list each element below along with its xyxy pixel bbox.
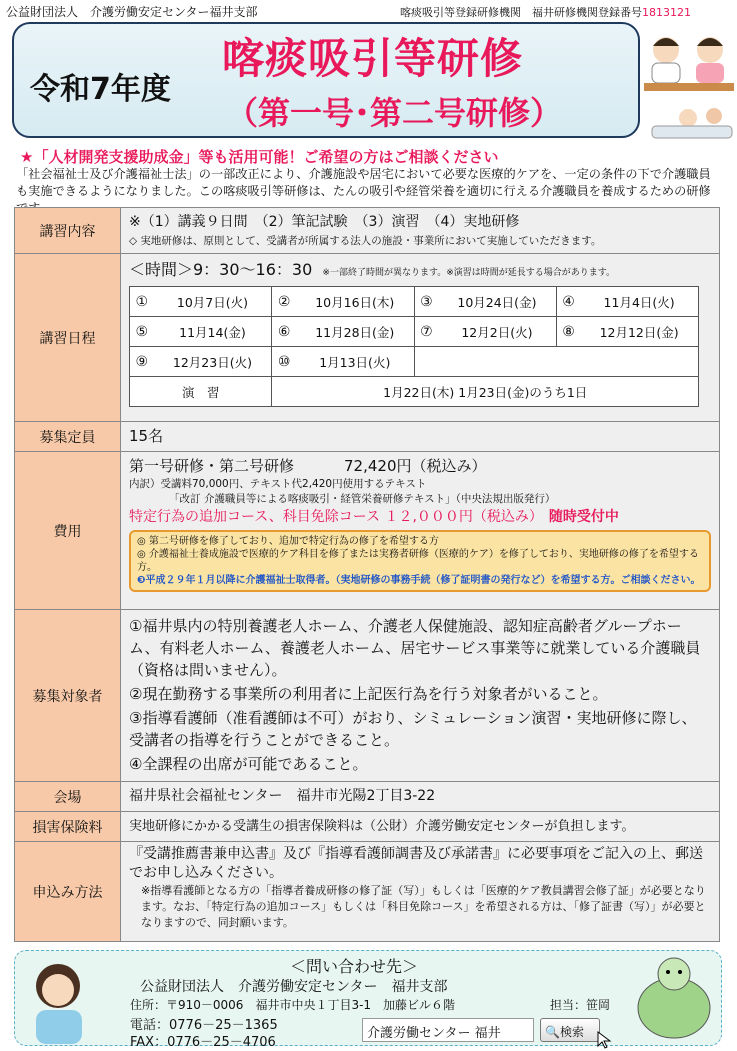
content-label: 講習内容 [15, 208, 121, 254]
session-number: ⑧ [556, 317, 580, 347]
subsidy-notice: ★「人材開発支援助成金」等も活用可能！ご希望の方はご相談ください [20, 148, 499, 166]
cursor-icon [596, 1030, 616, 1050]
empty-cell [414, 347, 698, 377]
practice-label: 演 習 [130, 377, 272, 407]
content-note: ◇ 実地研修は、原則として、受講者が所属する法人の施設・事業所において実施していただきます。 [129, 235, 602, 247]
session-date: 10月7日(火) [153, 287, 272, 317]
session-number: ② [272, 287, 296, 317]
fee-cell [121, 452, 720, 610]
content-cell [121, 208, 720, 254]
search-button[interactable] [540, 1018, 600, 1042]
insurance-label: 損害保険料 [15, 812, 121, 842]
fee-conditions-box [129, 530, 711, 592]
session-date: 10月24日(金) [438, 287, 556, 317]
session-date: 1月13日(火) [296, 347, 414, 377]
content-text: ※（1）講義９日間 （2）筆記試験 （3）演習 （4）実地研修 [129, 214, 520, 230]
insurance-value: 実地研修にかかる受講生の損害保険料は（公財）介護労働安定センターが負担します。 [121, 812, 720, 842]
session-date: 10月16日(木) [296, 287, 414, 317]
fee-breakdown: 内訳）受講料70,000円、テキスト代2,420円使用するテキスト [129, 478, 427, 490]
target-label: 募集対象者 [15, 610, 121, 782]
session-number: ③ [414, 287, 438, 317]
schedule-time-note: ※一部終了時間が異なります。※演習は時間が延長する場合があります。 [322, 268, 616, 278]
fee-course: 第一号研修・第二号研修 [129, 457, 295, 475]
page-title: 喀痰吸引等研修 [222, 34, 524, 83]
fee-condition: ◎ 第二号研修を修了しており、追加で特定行為の修了を希望する方 [137, 536, 439, 547]
intro-text: 「社会福祉士及び介護福祉士法」の一部改正により、介護施設や居宅において必要な医療的ケアを、一定の条件の下で介護職員も実施できるようになりました。この喀痰吸引等研修は、たんの吸引や経管栄養を適切に行える介護職員を養成するための研修 [16, 167, 711, 198]
capacity-label: 募集定員 [15, 422, 121, 452]
course-table [14, 207, 720, 942]
contact-tel: 電話：0776－25－1365 [130, 1018, 278, 1033]
session-date: 12月23日(火) [153, 347, 272, 377]
session-number: ① [130, 287, 154, 317]
registration-label: 喀痰吸引等登録研修機関 福井研修機関登録番号 [400, 6, 642, 19]
session-date: 11月4日(火) [580, 287, 698, 317]
contact-address: 住所：〒910－0006 福井市中央１丁目3-1 加藤ビル６階 [130, 998, 456, 1012]
header-registration [400, 4, 691, 20]
apply-label: 申込み方法 [15, 842, 121, 942]
capacity-value: 15名 [121, 422, 720, 452]
session-date: 12月2日(火) [438, 317, 556, 347]
venue-value: 福井県社会福祉センター 福井市光陽2丁目3-22 [121, 782, 720, 812]
fee-textbook: 「改訂 介護職員等による喀痰吸引・経管栄養研修テキスト」（中央法規出版発行） [169, 493, 556, 505]
session-number: ⑩ [272, 347, 296, 377]
fee-condition: ❸平成２９年１月以降に介護福祉士取得者。（実地研修の事務手続（修了証明書の発行など）を希望する方。ご相談ください。 [137, 575, 701, 586]
session-number: ⑤ [130, 317, 154, 347]
header-org: 公益財団法人 介護労働安定センター福井支部 [6, 5, 258, 19]
schedule-cell [121, 254, 720, 422]
practice-dates: 1月22日(木) 1月23日(金)のうち1日 [272, 377, 699, 407]
session-number: ⑨ [130, 347, 154, 377]
target-item: ②現在勤務する事業所の利用者に上記医行為を行う対象者がいること。 [129, 685, 608, 703]
fee-price: 72,420円（税込み） [344, 457, 487, 475]
apply-note: ※指導看護師となる方の「指導者養成研修の修了証（写）」もしくは「医療的ケア教員講習会修了証」が必要となります。なお、「特定行為の追加コース」もしくは「科目免除コース」を希望される方は、「修了証書（写）」が必要となりますので、同封願います。 [141, 884, 706, 929]
caregivers-illustration [644, 22, 734, 140]
fee-condition: ◎ 介護福祉士養成施設で医療的ケア科目を修了または実務者研修（医療的ケア）を修了しており、実地研修の修了を希望する方。 [137, 549, 699, 573]
fiscal-year: 令和7年度 [30, 72, 171, 107]
session-date: 12月12日(金) [580, 317, 698, 347]
session-date: 11月14(金) [153, 317, 272, 347]
fee-extra-tag: 随時受付中 [548, 509, 619, 525]
registration-number: 1813121 [642, 6, 691, 19]
session-number: ⑦ [414, 317, 438, 347]
search-button-label: 検索 [559, 1025, 584, 1039]
session-date: 11月28日(金) [296, 317, 414, 347]
contact-person: 担当：笹岡 [550, 998, 611, 1012]
search-input[interactable]: 介護労働センター 福井 [362, 1018, 534, 1042]
schedule-label: 講習日程 [15, 254, 121, 422]
apply-cell [121, 842, 720, 942]
venue-label: 会場 [15, 782, 121, 812]
contact-heading: ＜問い合わせ先＞ [290, 957, 419, 976]
target-item: ④全課程の出席が可能であること。 [129, 755, 368, 773]
fee-label: 費用 [15, 452, 121, 610]
session-number: ⑥ [272, 317, 296, 347]
page-subtitle: （第一号･第二号研修） [226, 94, 563, 132]
staff-illustration [20, 956, 100, 1044]
mascot-illustration [628, 952, 718, 1046]
fee-extra: 特定行為の追加コース、科目免除コース １２,０００円（税込み） [129, 509, 543, 525]
target-cell [121, 610, 720, 782]
target-item: ①福井県内の特別養護老人ホーム、介護老人保健施設、認知症高齢者グループホーム、有料老人ホーム、養護老人ホーム、居宅サービス事業等に就業している介護職員（資格は問いません）。 [129, 617, 701, 679]
apply-text: 『受講推薦書兼申込書』及び『指導看護師調書及び承諾書』に必要事項をご記入の上、郵送でお申し込みください。 [129, 846, 703, 881]
target-item: ③指導看護師（准看護師は不可）がおり、シミュレーション演習・実地研修に際し、受講者の指導を行うことができること。 [129, 709, 697, 749]
schedule-time: ＜時間＞9：30〜16：30 [129, 260, 313, 279]
contact-org: 公益財団法人 介護労働安定センター 福井支部 [140, 979, 448, 995]
search-icon: 🔍 [545, 1025, 560, 1039]
schedule-grid [129, 286, 699, 407]
contact-fax: FAX：0776－25－4706 [130, 1035, 276, 1050]
session-number: ④ [556, 287, 580, 317]
